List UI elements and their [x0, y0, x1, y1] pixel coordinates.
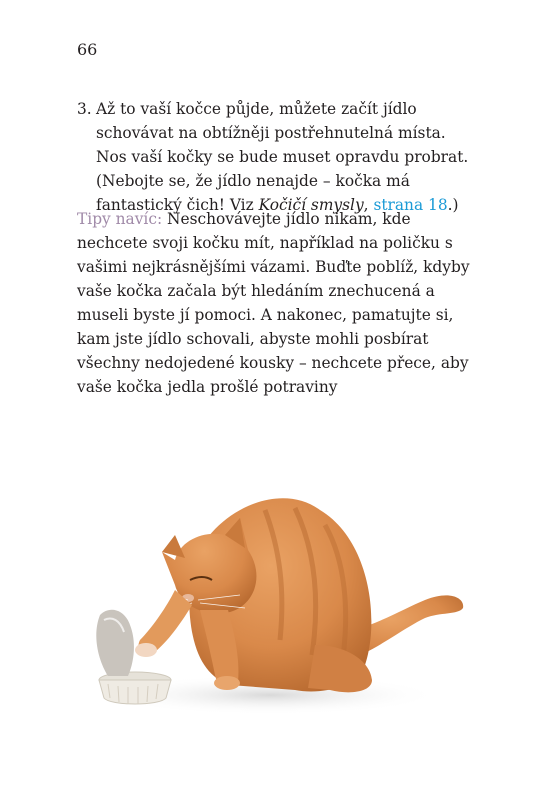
- page-number: 66: [77, 40, 98, 59]
- book-section-reference: Kočičí smysly: [258, 196, 364, 214]
- list-item-number: 3.: [77, 100, 92, 118]
- numbered-list-item: [77, 97, 481, 217]
- page-link[interactable]: strana 18: [373, 196, 448, 214]
- tip-paragraph: [77, 207, 481, 399]
- reference-separator: ,: [363, 196, 374, 214]
- tip-text: Neschovávejte jídlo nikam, kde nechcete svoji kočku mít, například na poličku s vašimi nejkrásnějšími vázami. Buďte poblíž, kdyby vaše kočka začala být hledáním znechucená a museli byste jí pomoci. A nakonec, pamatujte si, kam jste jídlo schovali, abyste mohli posbírat všechny nedojedené kousky – nechcete přece, aby vaše kočka jedla prošlé potraviny: [77, 210, 470, 396]
- cat-photo: [80, 440, 480, 740]
- list-item-body: Až to vaší kočce půjde, můžete začít jídlo schovávat na obtížněji postřehnutelná místa. Nos vaší kočky se bude muset opravdu probrat. (Nebojte se, že jídlo nenajde – kočka má fantastický čich! Viz: [96, 100, 469, 214]
- list-item-text: [96, 97, 481, 217]
- closing-punctuation: .): [447, 196, 459, 214]
- tip-label: Tipy navíc:: [77, 210, 163, 228]
